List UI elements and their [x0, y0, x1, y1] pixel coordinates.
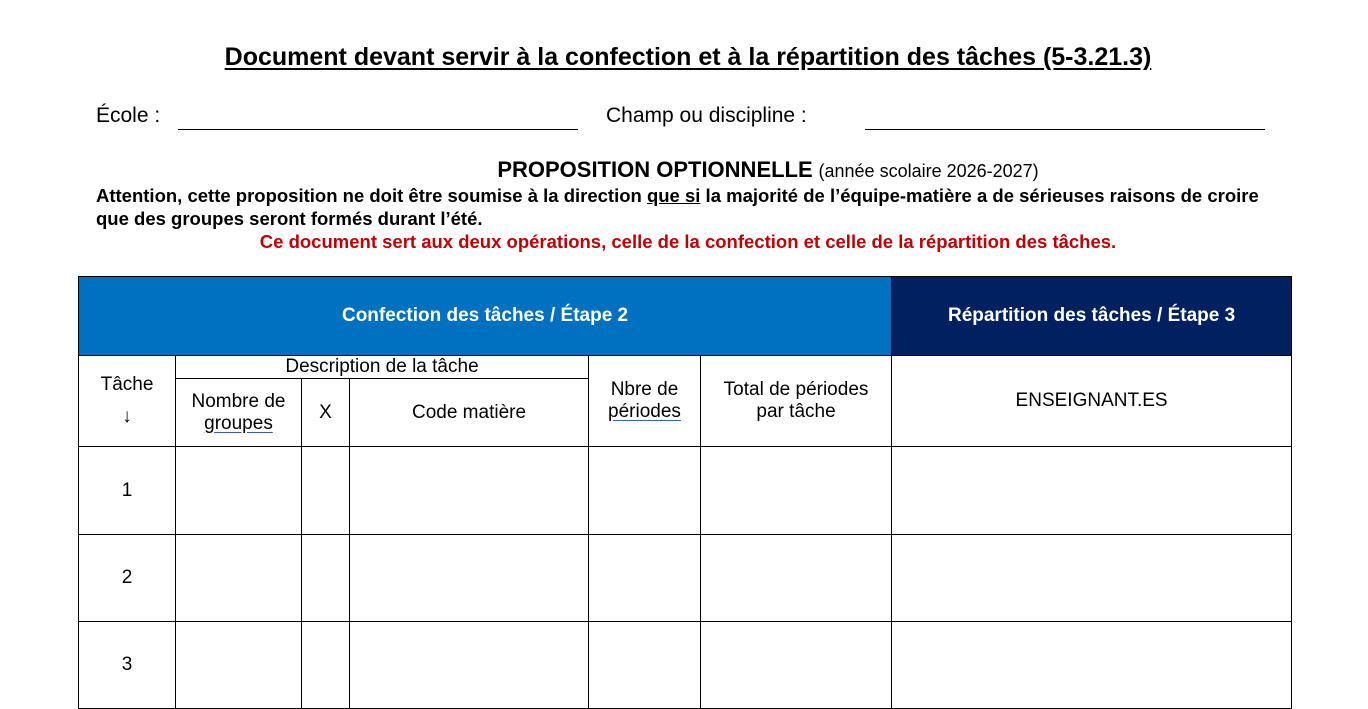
tache-label: Tâche [100, 374, 154, 395]
code-matiere-cell[interactable] [350, 535, 589, 622]
x-header: X [302, 379, 350, 447]
attention-text-2: la majorité de l’équipe-matière a de sérieuses raisons de croire que des groupes seront formés durant l’été. [96, 185, 1259, 229]
nombre-line2: groupes [204, 412, 273, 434]
enseignant-cell[interactable] [892, 622, 1292, 709]
nombre-line1: Nombre de [191, 390, 286, 412]
total-periodes-cell[interactable] [701, 447, 892, 535]
red-note: Ce document sert aux deux opérations, celle de la confection et celle de la répartition des tâches. [259, 231, 1117, 252]
total-line2: par tâche [756, 401, 836, 422]
nbre-periodes-cell[interactable] [589, 447, 701, 535]
table-row [79, 447, 1292, 535]
table-row [79, 622, 1292, 709]
nbre-periodes-cell[interactable] [589, 535, 701, 622]
document-title: Document devant servir à la confection et à la répartition des tâches (5-3.21.3) [224, 43, 1152, 71]
enseignant-cell[interactable] [892, 535, 1292, 622]
champ-field[interactable] [865, 129, 1265, 130]
down-arrow-icon: ↓ [122, 406, 132, 427]
x-cell[interactable] [302, 535, 350, 622]
nbre-periodes-header [589, 356, 701, 447]
code-matiere-header: Code matière [350, 379, 589, 447]
total-periodes-header [701, 356, 892, 447]
nbre-line1: Nbre de [610, 379, 679, 400]
description-header: Description de la tâche [176, 356, 589, 379]
repartition-header: Répartition des tâches / Étape 3 [892, 277, 1292, 356]
x-cell[interactable] [302, 622, 350, 709]
row-number: 3 [79, 622, 176, 709]
confection-header: Confection des tâches / Étape 2 [79, 277, 892, 356]
nombre-groupes-cell[interactable] [176, 447, 302, 535]
nombre-groupes-cell[interactable] [176, 535, 302, 622]
x-cell[interactable] [302, 447, 350, 535]
nbre-periodes-cell[interactable] [589, 622, 701, 709]
enseignant-header: ENSEIGNANT.ES [892, 356, 1292, 447]
attention-paragraph [96, 184, 1296, 230]
attention-underlined: que si [646, 185, 701, 206]
proposition-title: PROPOSITION OPTIONNELLE [497, 157, 813, 182]
ecole-field[interactable] [178, 129, 578, 130]
row-number: 1 [79, 447, 176, 535]
total-periodes-cell[interactable] [701, 535, 892, 622]
proposition-year: (année scolaire 2026-2027) [818, 161, 1039, 181]
code-matiere-cell[interactable] [350, 447, 589, 535]
proposition-heading [0, 157, 1368, 183]
total-periodes-cell[interactable] [701, 622, 892, 709]
enseignant-cell[interactable] [892, 447, 1292, 535]
total-line1: Total de périodes [723, 379, 869, 400]
champ-label: Champ ou discipline : [606, 104, 807, 127]
tache-header [79, 356, 176, 447]
nombre-groupes-cell[interactable] [176, 622, 302, 709]
nombre-groupes-header [176, 379, 302, 447]
attention-text-1: Attention, cette proposition ne doit être soumise à la direction [96, 185, 647, 206]
row-number: 2 [79, 535, 176, 622]
ecole-label: École : [96, 104, 161, 127]
nbre-line2: périodes [608, 401, 681, 422]
tasks-table [78, 276, 1292, 709]
code-matiere-cell[interactable] [350, 622, 589, 709]
table-row [79, 535, 1292, 622]
